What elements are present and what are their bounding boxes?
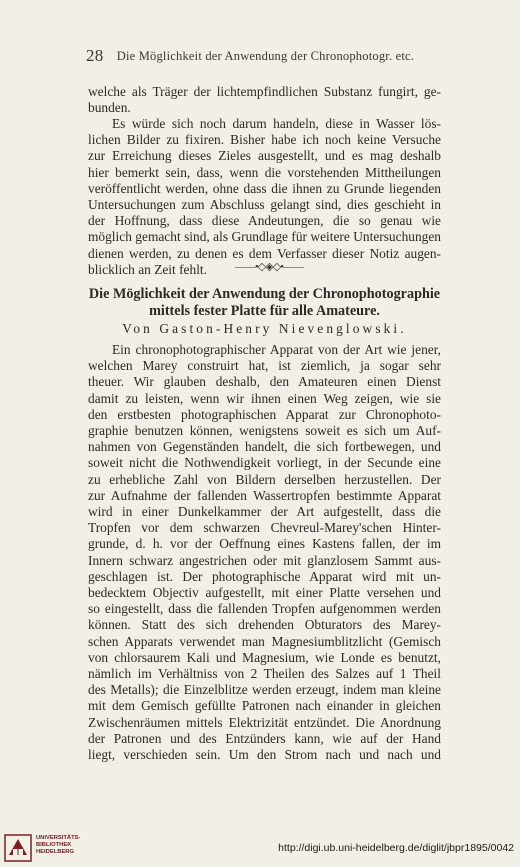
text-line: nämlich im Verhältniss von 2 Theilen des Salzes auf 1 Theil [88,666,441,682]
text-line: der Hoffnung, dass diese Andeutungen, die so genau wie [88,213,441,229]
text-line: mit dem Gemisch gefüllte Patronen nach einander in gleichen [88,698,441,714]
article-body-paragraph [88,342,441,763]
digitization-footer [0,832,520,867]
text-line: von chlorsaurem Kali und Magnesium, wie Londe es benutzt, [88,649,441,665]
paragraph-continuation [88,84,441,116]
text-line: Tropfen vor dem schwarzen Chevreul-Marey'schen Hinter- [88,520,441,536]
text-line: zu erhebliche Zahl von Bildern derselben herzustellen. Der [88,471,441,487]
library-name-line: HEIDELBERG [36,848,75,855]
text-line: wird in einer Dunkelkammer der Art aufgestellt, dass die [88,504,441,520]
text-line: soweit nicht die Nothwendigkeit vorliegt, in der Secunde eine [88,455,441,471]
text-line: veröffentlicht werden, ohne dass die ihnen zu Grunde liegenden [88,180,441,196]
text-line: nahmen von Gegenständen handelt, die sich fortbewegen, und [88,439,441,455]
text-line: welche als Träger der lichtempfindlichen Substanz fungirt, ge- [88,84,441,99]
text-line: grunde, d. h. vor der Oeffnung eines Kastens fallen, der im [88,536,441,552]
library-name-line: BIBLIOTHEK [36,841,72,848]
text-line: können. Statt des sich drehenden Obturators des Marey- [88,617,441,633]
text-line: der Patronen und des Entzünders kann, wie auf der Hand [88,730,441,746]
running-title: Die Möglichkeit der Anwendung der Chronophotogr. etc. [116,49,415,63]
text-line: den erstbesten photographischen Apparat zur Chronophoto- [88,406,441,422]
text-line: des Metalls); die Einzelblitze werden erzeugt, indem man kleine [88,682,441,698]
university-library-logo-icon [4,834,32,862]
text-line: Zwischenräumen mittels Elektrizität entzündet. Die Anordnung [88,714,441,730]
library-name-line: UNIVERSITÄTS- [36,835,81,841]
article-author: Von Gaston-Henry Nievenglowski. [122,321,407,336]
text-line: bedecktem Objectiv aufgestellt, mit einer Platte versehen und [88,585,441,601]
text-line: geschlagen ist. Der photographische Apparat wird mit un- [88,568,441,584]
text-line: welchen Marey construirt hat, ist ziemlich, ja sogar sehr [88,358,441,374]
article-title-line-1: Die Möglichkeit der Anwendung der Chronophotographie [88,286,441,302]
text-line: schen Apparats verwendet man Magnesiumblitzlicht (Gemisch [88,633,441,649]
text-line: Untersuchungen zum Abschluss gelangt sind, dies geschieht in [88,197,441,213]
text-line: damit zu leisten, wenn wir ihnen einen Weg zeigen, wie sie [88,390,441,406]
text-line: zur Aufnahme der fallenden Wassertropfen bestimmte Apparat [88,487,441,503]
text-line: zur Erreichung dieses Zieles ausgestellt, und es mag deshalb [88,148,441,164]
text-line: Es würde sich noch darum handeln, diese in Wasser lös- [112,116,441,131]
text-line: möglich gemacht sind, als Grundlage für weitere Untersuchungen [88,229,441,245]
text-line: theuer. Wir glauben deshalb, den Amateuren einen Dienst [88,374,441,390]
text-line: bunden. [88,100,131,116]
text-line: so eingestellt, dass die fallenden Tropfen aufgenommen werden [88,601,441,617]
article-title-line-2: mittels fester Platte für alle Amateure. [149,303,380,319]
source-url[interactable]: http://digi.ub.uni-heidelberg.de/diglit/jbpr1895/0042 [278,842,514,854]
text-line: Ein chronophotographischer Apparat von der Art wie jener, [112,342,441,357]
page-number: 28 [86,46,104,65]
text-line: liegt, verschieden sein. Um den Strom nach und nach und [88,747,441,763]
paragraph-conclusion [88,116,441,278]
text-line: dienen werden, zu denen es dem Verfasser dieser Notiz augen- [88,245,441,261]
text-line: blicklich an Zeit fehlt. [88,261,207,277]
running-header [86,46,446,66]
text-line: hier bemerkt sein, dass, wenn die vorstehenden Mittheilungen [88,164,441,180]
text-line: Innern schwarz angestrichen oder mit glanzlosem Sammt aus- [88,552,441,568]
library-name [36,835,80,855]
text-line: graphie benutzen können, wenigstens soweit es sich um Auf- [88,423,441,439]
section-divider-ornament: ——•◇◈◇•—— [234,261,304,273]
text-line: lichen Bilder zu fixiren. Bisher habe ich noch keine Versuche [88,132,441,148]
